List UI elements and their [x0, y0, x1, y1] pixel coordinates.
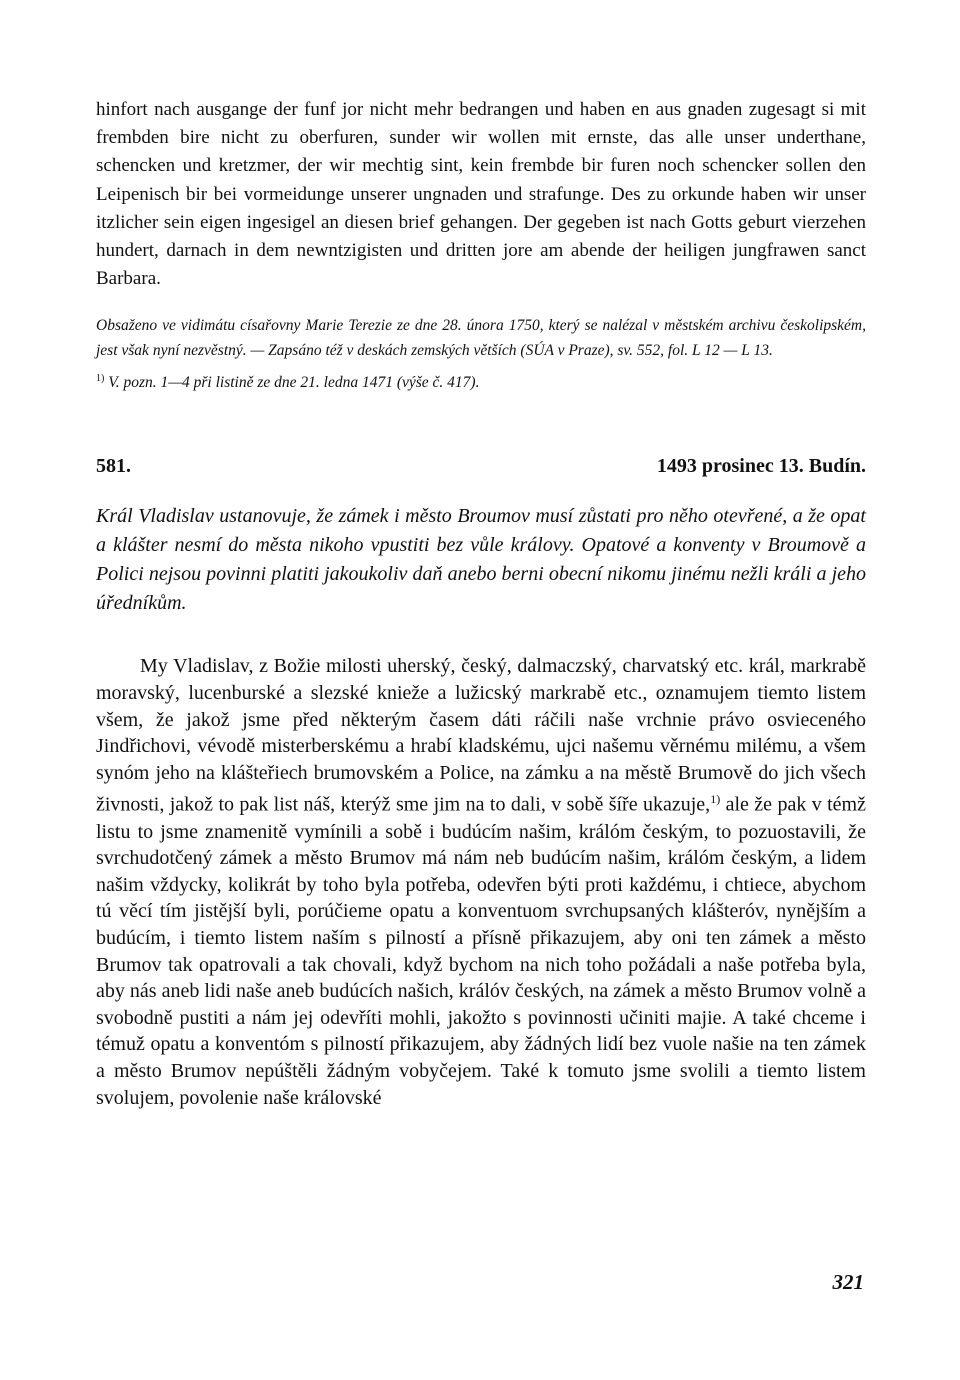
footnote: [96, 373, 866, 392]
entry-number: 581.: [96, 454, 131, 477]
entry-body: [96, 653, 866, 1111]
footnote-text: V. pozn. 1—4 při listině ze dne 21. ledna 1471 (výše č. 417).: [108, 374, 480, 392]
entry-header: [96, 455, 866, 478]
source-note: Obsaženo ve vidimátu císařovny Marie Terezie ze dne 28. února 1750, který se nalézal v městském archivu českolipském, jest však nyní nezvěstný. — Zapsáno též v deskách zemských větších (SÚA v Praze), sv. 552, fol. L 12 — L 13.: [96, 317, 866, 360]
body-text-part1: My Vladislav, z Božie milosti uherský, český, dalmaczský, charvatský etc. král, markrabě moravský, lucenburské a slezské knieže a lužicský markrabě etc., oznamujem tiemto listem všem, že jakož jsme před některým časem dáti ráčili naše vrchnie právo osvieceného Jindřichovi, vévodě misterberskému a hrabí kladskému, ujci našemu věrnému milému, a všem synóm jeho na klášteřiech brumovském a Police, na zámku a na městě Brumově do jich všech živnosti, jakož to pak list náš, kterýž sme jim na to dali, v sobě šíře ukazuje,: [96, 655, 866, 817]
body-text-part2: ale že pak v témž listu to jsme znamenitě vymínili a sobě i budúcím našim, králóm českým, to pozuostavili, že svrchudotčený zámek a město Brumov má nám neb budúcím našim, králóm českým, a lidem našim vždycky, kolikrát by toho byla potřeba, odevřen býti proti každému, i chtiece, abychom tú věcí tím jistější byli, porúčieme opatu a konventuom svrchupsaných klášteróv, nynějším a budúcím, i tiemto listem naším s pilností a přísně přikazujem, aby oni ten zámek a město Brumov tak opatrovali a tak chovali, když bychom na nich toho požádali a naše potřeba byla, aby nás aneb lidi naše aneb budúcích našich, králóv českých, na zámek a město Brumov volně a svobodně pustiti a nám jej odevříti mohli, jakožto s povinnosti učiniti majie. A také chceme i témuž opatu a konventóm s pilností přikazujem, aby žádných lidí bez vuole našie na ten zámek a město Brumov nepúštěli žádným vobyčejem. Také k tomuto jsme svolili a tiemto listem svolujem, povolenie naše královské: [96, 794, 866, 1109]
entry-date-place: 1493 prosinec 13. Budín.: [656, 454, 866, 477]
body-footnote-ref: 1): [710, 792, 721, 807]
page-content: [96, 96, 866, 1111]
top-paragraph: hinfort nach ausgange der funf jor nicht mehr bedrangen und haben en aus gnaden zugesagt si mit frembden bire nicht zu oberfuren, sunder wir wollen mit ernste, das alle unser underthane, schencken und kretzmer, der wir mechtig sint, kein frembde bir furen noch schencker sollen den Leipenisch bir bei vormeidunge unserer ungnaden und strafunge. Des zu orkunde haben wir unser itzlicher sein eigen ingesigel an diesen brief gehangen. Der gegeben ist nach Gotts geburt vierzehen hundert, darnach in dem newntzigisten und dritten jore am abende der heiligen jungfrawen sanct Barbara.: [96, 99, 866, 290]
footnote-marker: 1): [96, 373, 105, 385]
entry-regest: Král Vladislav ustanovuje, že zámek i město Broumov musí zůstati pro něho otevřené, a že opat a klášter nesmí do města nikoho vpustiti bez vůle královy. Opatové a konventy v Broumově a Polici nejsou povinni platiti jakoukoliv daň anebo berni obecní nikomu jinému nežli králi a jeho úředníkům.: [96, 504, 866, 615]
page-number: 321: [832, 1270, 864, 1294]
